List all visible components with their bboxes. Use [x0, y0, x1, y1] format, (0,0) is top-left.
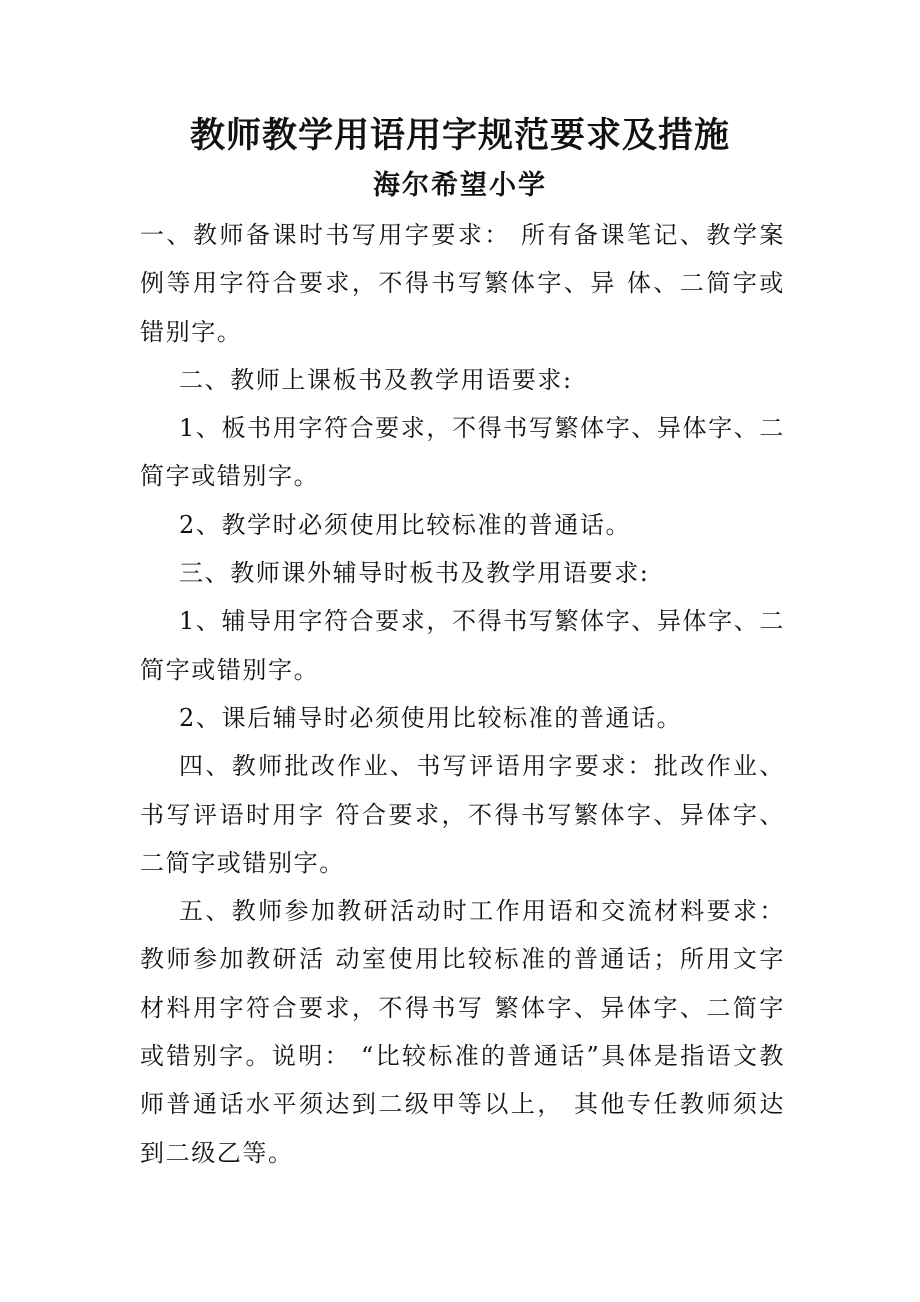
- document-title: 教师教学用语用字规范要求及措施: [189, 115, 730, 156]
- paragraph-8: 四、教师批改作业、书写评语用字要求：批改作业、书写评语时用字 符合要求，不得书写繁体字、异体字、二简字或错别字。: [140, 752, 785, 877]
- paragraph-6: 1、辅导用字符合要求，不得书写繁体字、异体字、二简字或错别字。: [140, 607, 785, 684]
- paragraph-2: 二、教师上课板书及教学用语要求:: [179, 365, 573, 394]
- document-subtitle: 海尔希望小学: [373, 170, 547, 201]
- paragraph-7: 2、课后辅导时必须使用比较标准的普通话。: [179, 703, 683, 732]
- paragraph-5: 三、教师课外辅导时板书及教学用语要求:: [179, 559, 650, 588]
- paragraph-9: 五、教师参加教研活动时工作用语和交流材料要求：教师参加教研活 动室使用比较标准的普通话；所用文字材料用字符合要求，不得书写 繁体字、异体字、二简字或错别字。说明： “比较标准的普通话”具体是指语文教师普通话水平须达到二级甲等以上， 其他专任教师须达 到二级乙等。: [140, 897, 785, 1167]
- paragraph-1: 一、教师备课时书写用字要求： 所有备课笔记、教学案例等用字符合要求，不得书写繁体字、异 体、二简字或错别字。: [140, 221, 785, 346]
- paragraph-3: 1、板书用字符合要求，不得书写繁体字、异体字、二简字或错别字。: [140, 414, 785, 491]
- document-body: [140, 211, 785, 1177]
- paragraph-4: 2、教学时必须使用比较标准的普通话。: [179, 510, 632, 539]
